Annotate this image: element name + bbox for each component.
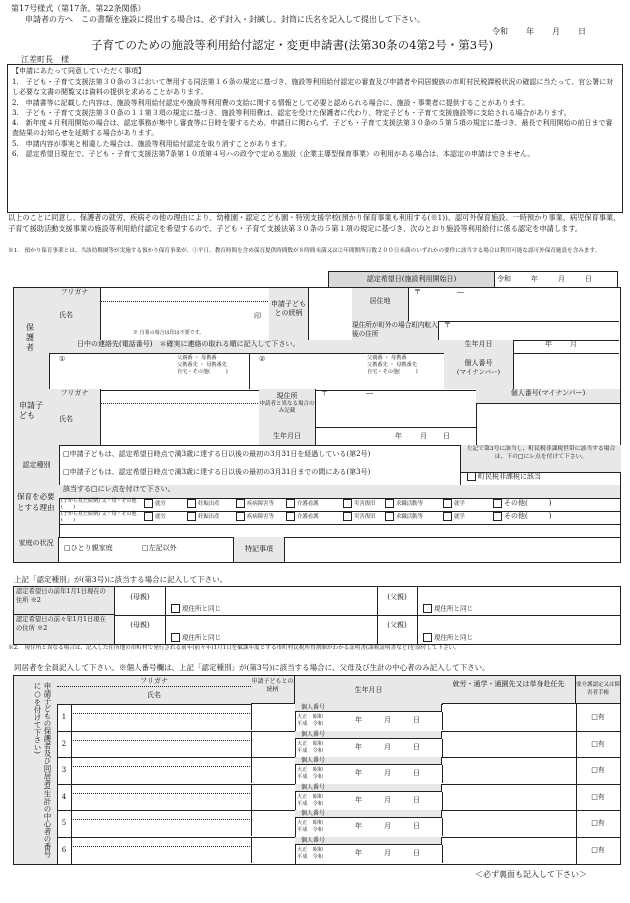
- reason-option-label: 妊娠出産: [198, 501, 220, 507]
- member-name-input[interactable]: [71, 740, 252, 757]
- desired-date-field[interactable]: [495, 272, 618, 288]
- consent-item: 3. 子ども・子育て支援法第３０条の１１第３項の規定に基づき、施設等利用費は、認定を受けた保護者に代わり、特定子ども・子育て支援施設等に支給される場合があります。: [12, 108, 571, 117]
- child-name-label-cell: [49, 403, 101, 445]
- year-label: 年: [526, 27, 534, 36]
- father-label: (父親): [377, 615, 418, 644]
- checkbox[interactable]: [144, 512, 153, 521]
- member-personal-no-label: 個人番号: [295, 784, 442, 792]
- household-table: [13, 675, 621, 865]
- child-furigana-input[interactable]: [100, 389, 260, 404]
- row-number: 6: [57, 837, 72, 864]
- checkbox[interactable]: [493, 512, 502, 521]
- guardian-personal-no-input[interactable]: [513, 353, 619, 389]
- household-name-header: フリガナ 氏名: [57, 676, 252, 705]
- year-label: 年: [531, 275, 538, 283]
- member-personal-no-label: 個人番号: [295, 757, 442, 765]
- family-label: 家庭の状況: [14, 537, 59, 562]
- member-birthdate-input[interactable]: 大正 昭和 平成 令和 年 月 日: [295, 845, 443, 863]
- footer-note: ＜必ず裏面も記入して下さい＞: [475, 870, 587, 879]
- member-name-input[interactable]: [71, 713, 252, 730]
- child-label-cell: [14, 389, 50, 445]
- single-parent-option[interactable]: □ひとり親家庭: [64, 544, 113, 552]
- residence-history-table: [13, 586, 621, 645]
- reason-option-label: 介護看護: [297, 514, 319, 520]
- household-intro: 同居者を全員記入して下さい。※個人番号欄は、上記「認定種別」が(第3号)に該当する場合に、父母及び生計の中心者のみ記入して下さい。: [14, 663, 490, 672]
- reasons-section: [13, 485, 621, 538]
- checkbox[interactable]: [187, 512, 196, 521]
- reason-row: [59, 498, 620, 512]
- reason-option[interactable]: [144, 499, 166, 508]
- address-note: 申請者と異なる場合のみ記載: [259, 401, 315, 414]
- household-work-header: 就労・通学・通園先又は単身赴任先: [442, 676, 576, 704]
- applicant-instruction: 申請者の方へ この書類を施設に提出する場合は、必ず封入・封緘し、封筒に氏名を記入して提出して下さい。: [25, 15, 425, 24]
- relation-label-cell: [269, 288, 309, 341]
- reason-option[interactable]: [286, 512, 319, 521]
- mother-label: (母親): [115, 615, 166, 644]
- guardian-furigana-input[interactable]: [100, 288, 270, 302]
- household-side-label: 申請子どもの保護者及び同居者(生計の中心者の番号に○を付けて下さい): [33, 682, 52, 858]
- contact-types: 父親番 ・ 母携番 父携番先 ・ 母携番先 自宅・その他( ): [367, 355, 418, 375]
- consent-box: [7, 64, 623, 213]
- reason-option-label: 災害復旧: [354, 514, 376, 520]
- checkbox[interactable]: [236, 512, 245, 521]
- member-name-input[interactable]: [71, 766, 252, 783]
- reason-row: [59, 511, 620, 525]
- member-disability-checkbox[interactable]: □有: [591, 766, 605, 775]
- consent-item: 6. 認定希望日現在で、子ども・子育て支援法第7条第１０項第４号ハの政令で定める施設（企業主導型保育事業）の利用がある場合は、本認定の申請はできません。: [12, 150, 535, 159]
- personal-no-label: 個人番号: [464, 359, 493, 367]
- household-row: [57, 837, 620, 864]
- name-label-cell: [49, 301, 101, 341]
- note-1: ※1. 預かり保育事業とは、当該幼稚園等が実施する預かり保育事業が、①平日、教育時間を含め保育提供時間数が８時間未満又は②年間開所日数２００日未満のいずれかの要件に該当する場合は利用可能な認可外保育施設を含みます。: [8, 248, 601, 254]
- household-relation-header: 申請子どもとの続柄: [251, 676, 295, 704]
- household-side-label-cell: [14, 676, 58, 864]
- reason-option-label: 求職活動等: [396, 514, 423, 520]
- row-number: 2: [57, 731, 72, 758]
- contact-2-input[interactable]: [249, 353, 445, 389]
- member-disability-checkbox[interactable]: □有: [591, 739, 605, 748]
- child-birthdate-label: 生年月日: [259, 427, 316, 445]
- certification-section: [13, 445, 621, 486]
- household-row: [57, 731, 620, 759]
- furigana-label: フリガナ: [49, 288, 101, 302]
- reason-option[interactable]: [286, 499, 319, 508]
- checkbox[interactable]: [343, 512, 352, 521]
- member-disability-checkbox[interactable]: □有: [591, 846, 605, 854]
- child-section: [13, 389, 621, 446]
- reason-option[interactable]: [443, 512, 465, 521]
- mother-prev2-address-input[interactable]: 現住所と同じ: [165, 615, 378, 644]
- member-birthdate-input[interactable]: 大正 昭和 平成 令和 年 月 日: [295, 792, 443, 810]
- reason-option-label: 就労: [155, 514, 166, 520]
- member-birthdate-input[interactable]: 大正 昭和 平成 令和 年 月 日: [295, 765, 443, 783]
- member-personal-no-label: 個人番号: [295, 810, 442, 818]
- reason-relation-label: (子から見た続柄) 父・母・その他( ): [61, 511, 137, 524]
- reason-row: [59, 524, 620, 537]
- mother-label: (母親): [115, 587, 166, 616]
- father-label: (父親): [377, 587, 418, 616]
- member-name-input[interactable]: [71, 819, 252, 836]
- member-work-input[interactable]: [442, 810, 577, 837]
- desired-date-row: [328, 271, 618, 288]
- postal-dash: ―: [457, 288, 464, 296]
- household-row: [57, 704, 620, 732]
- residence-label-cell: [352, 288, 409, 322]
- checkbox[interactable]: [385, 512, 394, 521]
- mynumber-label: (マイナンバー): [456, 368, 501, 376]
- guardian-section: [13, 287, 621, 391]
- reason-option[interactable]: [187, 499, 220, 508]
- other-family-option[interactable]: □左記以外: [142, 544, 177, 552]
- reason-option[interactable]: [493, 512, 551, 521]
- mother-prev-address-input[interactable]: 現住所と同じ: [165, 587, 378, 616]
- household-row: [57, 784, 620, 812]
- child-address-input[interactable]: 〒 ―: [315, 389, 477, 428]
- child-label: 申請子ども: [19, 401, 43, 420]
- member-personal-no-label: 個人番号: [295, 731, 442, 739]
- member-disability-checkbox[interactable]: □有: [591, 792, 605, 801]
- household-disability-header: 要介護認定又は障害者手帳: [576, 676, 620, 704]
- current-address-label: 現住所: [276, 392, 298, 400]
- reason-option-label: 就労: [155, 501, 166, 507]
- special-notes-input[interactable]: [284, 537, 620, 562]
- household-row: [57, 757, 620, 785]
- reason-option[interactable]: [343, 512, 376, 521]
- moving-address-input[interactable]: [438, 321, 619, 341]
- contact-1-marker: ①: [59, 355, 66, 363]
- relation-label: 申請子どもとの続柄: [271, 300, 306, 317]
- row-number: 4: [57, 784, 72, 811]
- reason-option-label: 疾病障害等: [247, 501, 274, 507]
- header-date: [492, 27, 586, 36]
- member-birthdate-input[interactable]: 大正 昭和 平成 令和 年 月 日: [295, 739, 443, 757]
- checkbox[interactable]: [423, 633, 432, 642]
- month-label: 月: [558, 275, 565, 283]
- checkbox[interactable]: [467, 472, 476, 481]
- member-work-input[interactable]: [442, 784, 577, 811]
- household-row: [57, 810, 620, 838]
- member-name-input[interactable]: [71, 793, 252, 810]
- reasons-label-cell: [14, 485, 60, 537]
- moving-label: 現住所が町外の場合町内転入後の住所: [352, 321, 439, 341]
- reason-option-label: 災害復旧: [354, 501, 376, 507]
- day-label: 日: [585, 275, 592, 283]
- cert-option-3[interactable]: □申請子どもは、認定希望日時点で満3歳に達する日以後の最初の3月31日までの間にある(第3号): [63, 468, 371, 476]
- seal-mark: 印: [254, 312, 261, 320]
- checkbox[interactable]: [423, 604, 432, 613]
- prev-year-address-label: 認定希望日の前年1月1日現在の住所 ※2: [14, 587, 115, 615]
- checkbox[interactable]: [443, 512, 452, 521]
- consent-item: 1. 子ども・子育て支援法第３０条の３において準用する同法第１６条の規定に基づき、施設等利用給付認定の審査及び申請者や同居親族の市町村民税課税状況の確認に当たって、官公署に対し必要な文書の閲覧又は資料の提供を求めることがあります。: [12, 78, 614, 97]
- member-relation-input[interactable]: [251, 810, 296, 837]
- father-prev-address-input[interactable]: 現住所と同じ: [417, 587, 620, 616]
- residence-input[interactable]: [408, 288, 619, 322]
- reason-relation-label: (子から見た続柄) 父・母・その他( ): [61, 498, 137, 511]
- reason-option[interactable]: [493, 499, 551, 508]
- nontax-label: 町民税非課税に該当: [478, 472, 541, 481]
- prev2-year-address-label: 認定希望日の前々年1月1日現在の住所 ※2: [14, 615, 115, 644]
- reason-option-label: 就学: [454, 501, 465, 507]
- reason-option[interactable]: [236, 512, 274, 521]
- certification-label: 認定種別: [14, 445, 60, 485]
- member-name-input[interactable]: [71, 846, 252, 863]
- reason-option-label: 疾病障害等: [247, 514, 274, 520]
- reasons-label: 保育を必要とする理由: [17, 492, 55, 512]
- residence-history-intro: 上記「認定種別」が(第3号)に該当する場合に記入して下さい。: [14, 575, 228, 584]
- relation-input[interactable]: [308, 288, 353, 341]
- member-personal-no-label: 個人番号: [295, 704, 442, 712]
- guardian-birthdate-input[interactable]: 年 月: [513, 340, 619, 354]
- member-disability-checkbox[interactable]: □有: [591, 713, 605, 721]
- era-options: 大正 昭和 平成 令和: [297, 740, 323, 754]
- guardian-label: 保護者: [26, 323, 34, 352]
- guardian-label-cell: [14, 288, 50, 389]
- era-options: 大正 昭和 平成 令和: [297, 793, 323, 807]
- reason-option-label: その他( ): [504, 512, 552, 520]
- cert-option-2[interactable]: □申請子どもは、認定希望日時点で満3歳に達する日以後の最初の3月31日を経過している(第2号): [63, 450, 371, 458]
- checkbox[interactable]: [144, 499, 153, 508]
- child-name-label: 氏名: [59, 415, 73, 423]
- era-label: 令和: [497, 275, 511, 283]
- name-label: 氏名: [59, 311, 73, 319]
- checkbox[interactable]: [286, 499, 295, 508]
- desired-date-label: 認定希望日(施設利用開始日): [329, 272, 495, 288]
- checkbox[interactable]: [286, 512, 295, 521]
- residence-label: 居住地: [369, 297, 391, 305]
- row-number: 3: [57, 757, 72, 784]
- member-relation-input[interactable]: [251, 837, 296, 864]
- checkbox[interactable]: [343, 499, 352, 508]
- member-relation-input[interactable]: [251, 704, 296, 731]
- member-work-input[interactable]: [442, 731, 577, 758]
- checkbox[interactable]: [443, 499, 452, 508]
- checkbox[interactable]: [385, 499, 394, 508]
- contact-label: 日中の連絡先(電話番号) ＊確実に連絡の取れる順に記入して下さい。: [49, 340, 445, 354]
- nontax-note: 左記で第3号に該当し、町民税非課税世帯に該当する場合は、下の□にレ点を付けて下さい。: [460, 445, 621, 473]
- child-name-input[interactable]: [100, 403, 260, 445]
- month-label: 月: [552, 27, 560, 36]
- member-relation-input[interactable]: [251, 784, 296, 811]
- reason-option-label: 就学: [454, 514, 465, 520]
- contact-types: 父親番 ・ 母携番 父携番先 ・ 母携番先 自宅・その他( ): [177, 355, 228, 375]
- family-section: [13, 537, 621, 563]
- checkbox[interactable]: [236, 499, 245, 508]
- member-birthdate-input[interactable]: 大正 昭和 平成 令和 年 月 日: [295, 818, 443, 836]
- reason-option[interactable]: [187, 512, 220, 521]
- postal-mark: 〒: [444, 321, 451, 329]
- agreement-text: 以上のことに同意し、保護者の就労、疾病その他の理由により、幼稚園・認定こども園・特別支援学校(預かり保育事業も利用する(※1))、認可外保育施設、一時預かり事業、病児保育事業、子育て援助活動支援事業の施設等利用給付認定を希望するので、子ども・子育て支援法第３０条の５第１項の規定に基づき、次のとおり施設等利用給付に係る認定を申請します。: [8, 213, 621, 233]
- reason-option[interactable]: [385, 512, 423, 521]
- reason-option[interactable]: [443, 499, 465, 508]
- postal-mark: 〒: [414, 288, 421, 296]
- member-work-input[interactable]: [442, 704, 577, 731]
- addressee: 江差町長 様: [21, 55, 69, 64]
- consent-heading: 【申請にあたって同意していただく事項】: [12, 67, 145, 75]
- reason-option[interactable]: [343, 499, 376, 508]
- guardian-name-input[interactable]: [100, 301, 270, 341]
- checkbox[interactable]: [171, 633, 180, 642]
- member-work-input[interactable]: [442, 757, 577, 784]
- member-work-input[interactable]: [442, 837, 577, 864]
- reason-option-label: 妊娠出産: [198, 514, 220, 520]
- reason-option[interactable]: [236, 499, 274, 508]
- reasons-instruction: 該当する□にレ点を付けて下さい。: [59, 485, 620, 499]
- household-birthdate-header: 生年月日: [295, 676, 443, 705]
- era-label: 令和: [492, 27, 508, 36]
- era-options: 大正 昭和 平成 令和: [297, 767, 323, 781]
- member-personal-no-label: 個人番号: [295, 837, 442, 845]
- checkbox[interactable]: [187, 499, 196, 508]
- nontax-checkbox[interactable]: [460, 472, 621, 485]
- member-birthdate-input[interactable]: 大正 昭和 平成 令和 年 月 日: [295, 712, 443, 730]
- child-birthdate-input[interactable]: 年 月 日: [315, 427, 477, 445]
- special-notes-label: 特記事項: [233, 537, 285, 562]
- personal-no-label-cell: [444, 353, 514, 389]
- checkbox[interactable]: [171, 604, 180, 613]
- child-furigana-label: フリガナ: [49, 389, 101, 404]
- seal-note: ※ 自署の場合は印は不要です。: [133, 330, 205, 336]
- page-title: 子育てのための施設等利用給付認定・変更申請書(法第30条の4第2号・第3号): [91, 38, 494, 52]
- birthdate-label: 生年月日: [444, 340, 514, 354]
- contact-2-marker: ②: [259, 355, 266, 363]
- consent-list: [12, 77, 616, 159]
- child-personal-no-input[interactable]: [476, 403, 620, 445]
- child-address-label-cell: [259, 389, 316, 428]
- consent-item: 5. 申請内容が事実と相違した場合は、施設等利用給付認定を取り消すことがあります。: [12, 139, 292, 148]
- member-disability-checkbox[interactable]: □有: [591, 819, 605, 828]
- member-relation-input[interactable]: [251, 757, 296, 784]
- row-number: 5: [57, 810, 72, 837]
- father-prev2-address-input[interactable]: 現住所と同じ: [417, 615, 620, 644]
- contact-1-input[interactable]: [49, 353, 250, 389]
- reason-option-label: 介護看護: [297, 501, 319, 507]
- era-options: 大正 昭和 平成 令和: [297, 847, 323, 860]
- checkbox[interactable]: [493, 499, 502, 508]
- reason-option[interactable]: [385, 499, 423, 508]
- era-options: 大正 昭和 平成 令和: [297, 714, 323, 727]
- row-number: 1: [57, 704, 72, 731]
- form-number: 第17号様式（第17条、第22条関係）: [11, 4, 146, 13]
- reason-option-label: 求職活動等: [396, 501, 423, 507]
- note-2: ※2. 現住所と異なる場合は、記入した住所地の市町村で発行される前年(前々年)1月1日を賦課年度とする市町村民税所得割額がわかる証明書(課税証明書など)を添付して下さい。: [8, 645, 460, 651]
- era-options: 大正 昭和 平成 令和: [297, 820, 323, 834]
- day-label: 日: [578, 27, 586, 36]
- child-personal-no-label: 個人番号(マイナンバー): [476, 389, 620, 404]
- reason-option[interactable]: [144, 512, 166, 521]
- reason-option-label: その他( ): [504, 499, 552, 507]
- consent-item: 2. 申請書等に記載した内容は、施設等利用給付認定や施設等利用費の支給に関する情報として必要と認められる場合に、施設・事業者に提供することがあります。: [12, 98, 530, 107]
- member-relation-input[interactable]: [251, 731, 296, 758]
- consent-item: 4. 新年度４月利用開始の場合は、認定事務が集中し審査等に日時を要するため、申請日に関わらず、子ども・子育て支援法第３０条の５第５項の規定に基づき、最長で利用開始の前日まで審査結果のお知らせを延期する場合があります。: [12, 119, 613, 138]
